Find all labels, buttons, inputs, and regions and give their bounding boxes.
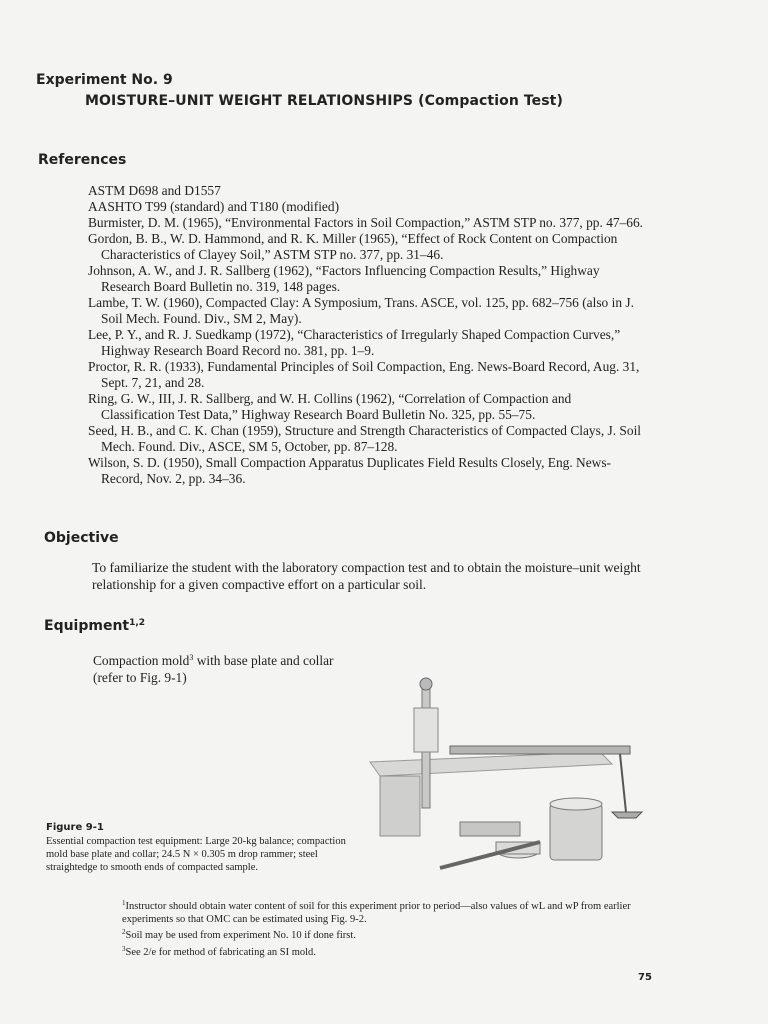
references-list [88,183,648,487]
equipment-item-footnote-ref: 3 [189,653,194,662]
experiment-title: MOISTURE–UNIT WEIGHT RELATIONSHIPS (Compaction Test) [85,93,563,109]
footnote [122,897,662,926]
experiment-number: Experiment No. 9 [36,72,173,88]
objective-heading: Objective [44,530,119,546]
footnote-number: 3 [122,944,126,953]
reference-item: Gordon, B. B., W. D. Hammond, and R. K. Miller (1965), “Effect of Rock Content on Compaction Characteristics of Clayey Soil,” ASTM STP no. 377, pp. 31–46. [88,231,618,262]
reference-item: Johnson, A. W., and J. R. Sallberg (1962), “Factors Influencing Compaction Results,” Highway Research Board Bulletin no. 319, 148 pages. [88,263,600,294]
equipment-item [93,649,353,686]
reference-item: Burmister, D. M. (1965), “Environmental Factors in Soil Compaction,” ASTM STP no. 377, pp. 47–66. [88,215,644,230]
equipment-item-text: Compaction mold [93,653,190,668]
objective-text: To familiarize the student with the laboratory compaction test and to obtain the moisture–unit weight relationship for a given compactive effort on a particular soil. [92,560,641,592]
equipment-item-text-rest: with base plate and collar (refer to Fig. 9-1) [93,653,334,685]
footnotes [122,897,662,959]
figure-caption-text: Essential compaction test equipment: Large 20-kg balance; compaction mold base plate and collar; 24.5 N × 0.305 m drop rammer; steel straightedge to smooth ends of compacted sample. [46,836,346,873]
reference-item: Lambe, T. W. (1960), Compacted Clay: A Symposium, Trans. ASCE, vol. 125, pp. 682–756 (also in J. Soil Mech. Found. Div., SM 2, May). [88,295,634,326]
equipment-photo [350,672,662,882]
footnote [122,926,662,943]
footnote-text: Soil may be used from experiment No. 10 if done first. [125,930,356,941]
equipment-heading-footnote-ref: 1,2 [129,618,146,628]
footnote-text: See 2/e for method of fabricating an SI mold. [125,946,316,958]
reference-item: Seed, H. B., and C. K. Chan (1959), Structure and Strength Characteristics of Compacted Clays, J. Soil Mech. Found. Div., ASCE, SM 5, October, pp. 87–128. [88,423,642,454]
page-number: 75 [638,972,652,983]
reference-item: ASTM D698 and D1557 [88,183,221,198]
reference-item: Proctor, R. R. (1933), Fundamental Principles of Soil Compaction, Eng. News-Board Record, Aug. 31, Sept. 7, 21, and 28. [88,359,640,390]
equipment-heading-label: Equipment [44,618,130,634]
footnote-text: Instructor should obtain water content of soil for this experiment prior to period—also values of wL and wP from earlier experiments so that OMC can be estimated using Fig. 9-2. [122,901,631,925]
figure-label: Figure 9-1 [46,822,104,833]
reference-item: Lee, P. Y., and R. J. Suedkamp (1972), “Characteristics of Irregularly Shaped Compaction Curves,” Highway Research Board Record no. 381, pp. 1–9. [88,327,621,358]
equipment-heading [44,618,145,634]
footnote-number: 2 [122,928,126,936]
footnote [122,943,662,960]
reference-item: Ring, G. W., III, J. R. Sallberg, and W. H. Collins (1962), “Correlation of Compaction and Classification Test Data,” Highway Research Board Bulletin No. 325, pp. 55–75. [88,391,572,422]
figure-caption [46,822,346,874]
footnote-number: 1 [122,899,126,907]
reference-item: AASHTO T99 (standard) and T180 (modified) [88,199,340,214]
references-heading: References [38,152,127,168]
reference-item: Wilson, S. D. (1950), Small Compaction Apparatus Duplicates Field Results Closely, Eng. News-Record, Nov. 2, pp. 34–36. [88,455,612,486]
